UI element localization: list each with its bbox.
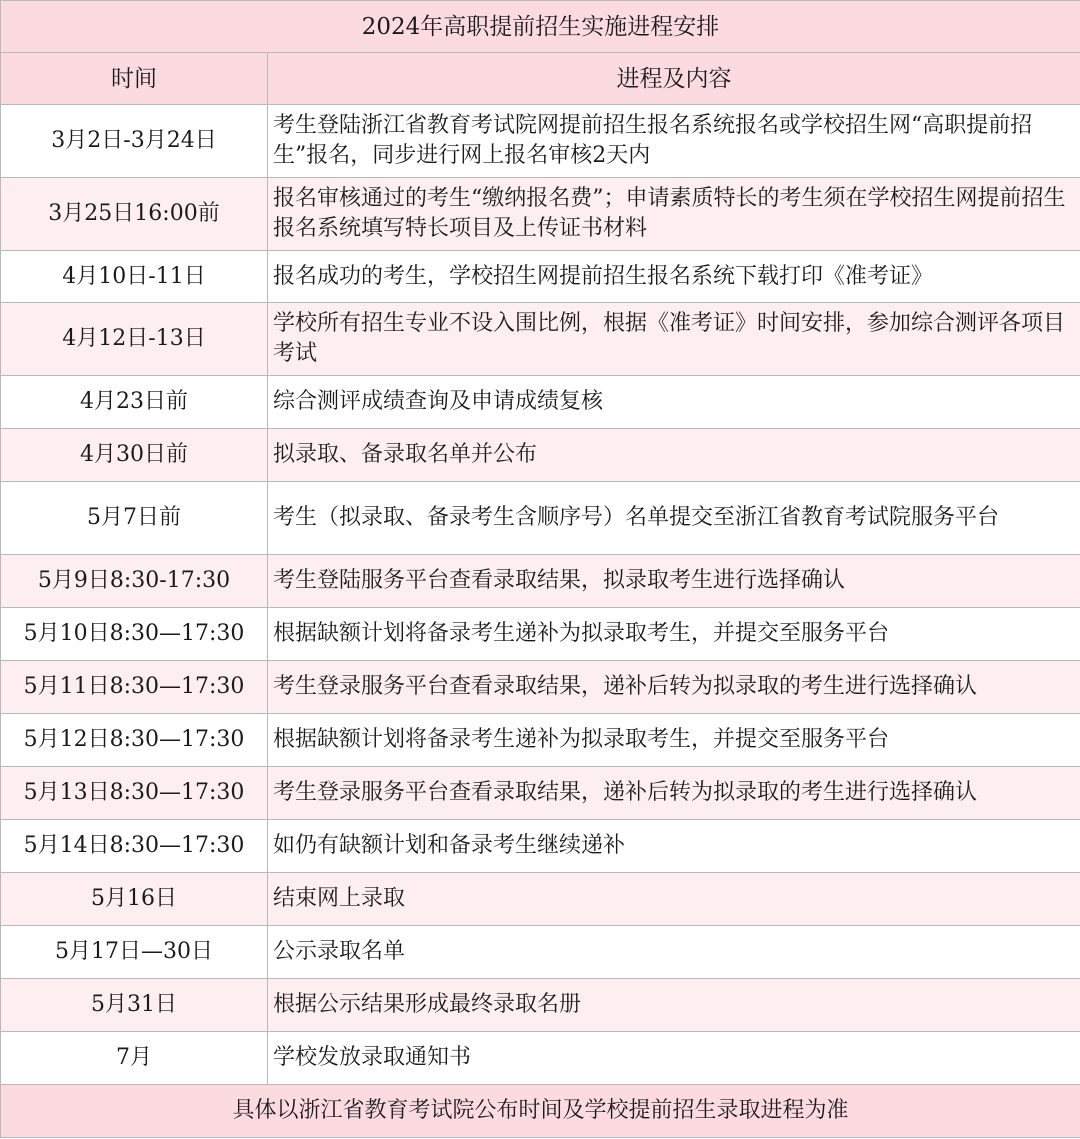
row-content: 根据缺额计划将备录考生递补为拟录取考生，并提交至服务平台: [268, 714, 1080, 767]
column-header-time: 时间: [1, 53, 268, 105]
row-content: 学校所有招生专业不设入围比例，根据《准考证》时间安排，参加综合测评各项目考试: [268, 303, 1080, 376]
row-content: 结束网上录取: [268, 873, 1080, 926]
table-title: 2024年高职提前招生实施进程安排: [1, 1, 1080, 53]
row-content: 考生（拟录取、备录考生含顺序号）名单提交至浙江省教育考试院服务平台: [268, 482, 1080, 555]
row-time: 5月16日: [1, 873, 268, 926]
row-content: 拟录取、备录取名单并公布: [268, 429, 1080, 482]
row-content: 报名成功的考生，学校招生网提前招生报名系统下载打印《准考证》: [268, 251, 1080, 303]
table-row: [1, 105, 1080, 178]
table-row: [1, 873, 1080, 926]
row-time: 4月23日前: [1, 376, 268, 429]
column-header-content: 进程及内容: [268, 53, 1080, 105]
row-time: 5月13日8:30—17:30: [1, 767, 268, 820]
row-content: 综合测评成绩查询及申请成绩复核: [268, 376, 1080, 429]
row-time: 5月11日8:30—17:30: [1, 661, 268, 714]
row-time: 5月10日8:30—17:30: [1, 608, 268, 661]
row-time: 3月25日16:00前: [1, 178, 268, 251]
row-content: 考生登录服务平台查看录取结果，递补后转为拟录取的考生进行选择确认: [268, 661, 1080, 714]
table-row: [1, 555, 1080, 608]
table-row: [1, 608, 1080, 661]
table-row: [1, 482, 1080, 555]
row-content: 报名审核通过的考生“缴纳报名费”；申请素质特长的考生须在学校招生网提前招生报名系统填写特长项目及上传证书材料: [268, 178, 1080, 251]
row-time: 5月9日8:30-17:30: [1, 555, 268, 608]
table-row: [1, 429, 1080, 482]
table-row: [1, 820, 1080, 873]
row-content: 根据缺额计划将备录考生递补为拟录取考生，并提交至服务平台: [268, 608, 1080, 661]
row-content: 如仍有缺额计划和备录考生继续递补: [268, 820, 1080, 873]
row-time: 7月: [1, 1032, 268, 1085]
row-time: 5月14日8:30—17:30: [1, 820, 268, 873]
title-row: [1, 1, 1080, 53]
table-row: [1, 178, 1080, 251]
row-content: 考生登陆浙江省教育考试院网提前招生报名系统报名或学校招生网“高职提前招生”报名，同步进行网上报名审核2天内: [268, 105, 1080, 178]
row-time: 4月10日-11日: [1, 251, 268, 303]
table-row: [1, 979, 1080, 1032]
footer-row: [1, 1085, 1080, 1138]
row-time: 3月2日-3月24日: [1, 105, 268, 178]
row-time: 4月12日-13日: [1, 303, 268, 376]
table-row: [1, 376, 1080, 429]
table-row: [1, 1032, 1080, 1085]
row-time: 5月12日8:30—17:30: [1, 714, 268, 767]
table-row: [1, 714, 1080, 767]
row-content: 根据公示结果形成最终录取名册: [268, 979, 1080, 1032]
row-content: 学校发放录取通知书: [268, 1032, 1080, 1085]
header-row: [1, 53, 1080, 105]
row-content: 考生登陆服务平台查看录取结果，拟录取考生进行选择确认: [268, 555, 1080, 608]
table-row: [1, 661, 1080, 714]
row-content: 考生登录服务平台查看录取结果，递补后转为拟录取的考生进行选择确认: [268, 767, 1080, 820]
row-content: 公示录取名单: [268, 926, 1080, 979]
row-time: 5月17日—30日: [1, 926, 268, 979]
table-row: [1, 767, 1080, 820]
table-row: [1, 303, 1080, 376]
row-time: 5月31日: [1, 979, 268, 1032]
row-time: 5月7日前: [1, 482, 268, 555]
table-row: [1, 251, 1080, 303]
footer-note: 具体以浙江省教育考试院公布时间及学校提前招生录取进程为准: [1, 1085, 1080, 1138]
table-row: [1, 926, 1080, 979]
row-time: 4月30日前: [1, 429, 268, 482]
